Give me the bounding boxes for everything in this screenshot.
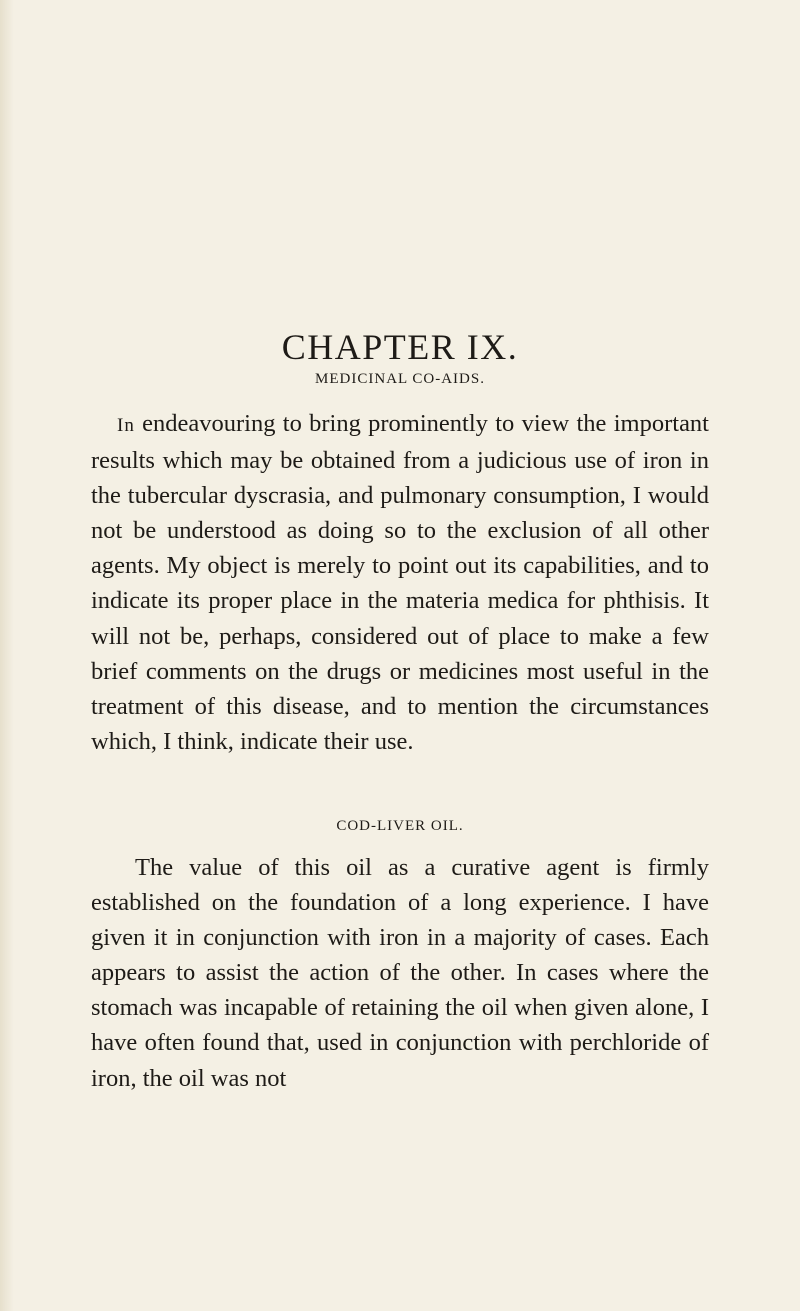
chapter-title: CHAPTER IX. [281, 327, 519, 367]
paragraph-intro [91, 406, 709, 759]
paragraph-intro-text: endeavouring to bring prominently to view the important results which may be obtained from a judicious use of iron in the tubercular dyscrasia, and pulmonary consumption, I would not be understood as doing so to the exclusion of all other agents. My object is merely to point out its capabilities, and to indicate its proper place in the materia medica for phthisis. It will not be, perhaps, considered out of place to make a few brief comments on the drugs or medicines most useful in the treatment of this disease, and to mention the circumstances which, I think, indicate their use. [91, 410, 709, 755]
chapter-subtitle: MEDICINAL CO-AIDS. [315, 371, 485, 387]
page-edge-shadow [0, 0, 14, 1311]
initial-word: In [117, 415, 135, 436]
paragraph-cod-liver-oil: The value of this oil as a curative agent is firmly established on the foundation of a long experience. I have given it in conjunction with iron in a majority of cases. Each appears to assist the action of the other. In cases where the stomach was incapable of retaining the oil when given alone, I have often found that, used in conjunction with perchloride of iron, the oil was not [91, 854, 709, 1092]
section-heading-cod-liver-oil: COD-LIVER OIL. [336, 818, 464, 834]
